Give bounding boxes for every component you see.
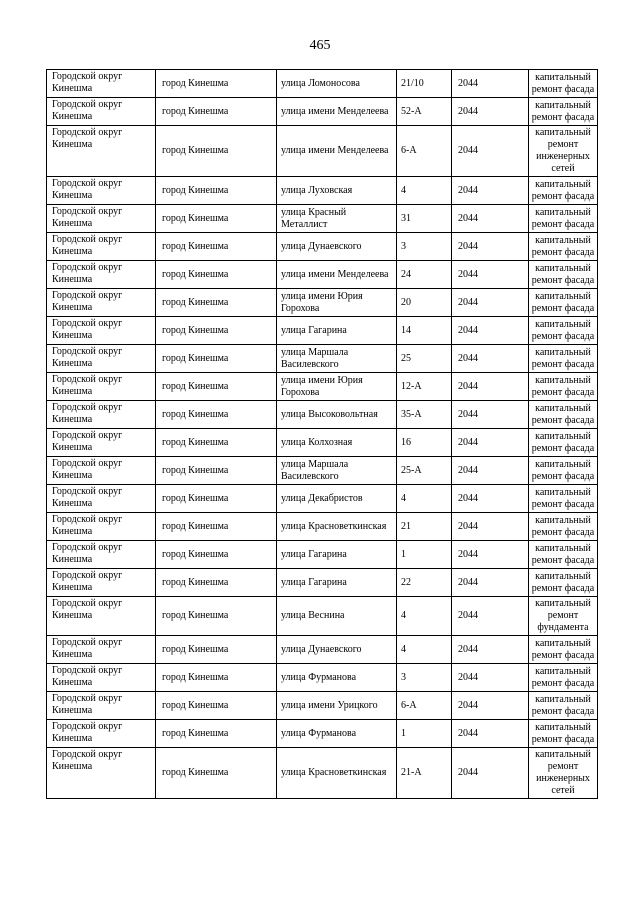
street-cell: улица Дунаевского	[277, 233, 397, 261]
year-cell: 2044	[452, 597, 529, 636]
work-type-cell: капитальный ремонт инженерных сетей	[529, 748, 598, 799]
year-cell: 2044	[452, 205, 529, 233]
street-cell: улица Луховская	[277, 177, 397, 205]
year-cell: 2044	[452, 429, 529, 457]
house-number-cell: 21/10	[397, 70, 452, 98]
house-number-cell: 1	[397, 541, 452, 569]
work-type-cell: капитальный ремонт фасада	[529, 317, 598, 345]
work-type-cell: капитальный ремонт фасада	[529, 569, 598, 597]
house-number-cell: 31	[397, 205, 452, 233]
city-cell: город Кинешма	[156, 636, 277, 664]
district-cell: Городской округ Кинешма	[47, 177, 156, 205]
district-cell: Городской округ Кинешма	[47, 597, 156, 636]
table-row	[47, 457, 598, 485]
city-cell: город Кинешма	[156, 541, 277, 569]
house-number-cell: 3	[397, 664, 452, 692]
year-cell: 2044	[452, 636, 529, 664]
city-cell: город Кинешма	[156, 345, 277, 373]
table-row	[47, 233, 598, 261]
table-row	[47, 692, 598, 720]
table-row	[47, 70, 598, 98]
table-row	[47, 373, 598, 401]
street-cell: улица Красный Металлист	[277, 205, 397, 233]
year-cell: 2044	[452, 720, 529, 748]
district-cell: Городской округ Кинешма	[47, 126, 156, 177]
work-type-cell: капитальный ремонт фасада	[529, 636, 598, 664]
district-cell: Городской округ Кинешма	[47, 636, 156, 664]
table-row	[47, 485, 598, 513]
house-number-cell: 52-А	[397, 98, 452, 126]
house-number-cell: 4	[397, 597, 452, 636]
table-row	[47, 569, 598, 597]
table-row	[47, 636, 598, 664]
district-cell: Городской округ Кинешма	[47, 720, 156, 748]
house-number-cell: 4	[397, 177, 452, 205]
year-cell: 2044	[452, 401, 529, 429]
city-cell: город Кинешма	[156, 289, 277, 317]
page-number: 465	[309, 38, 331, 53]
district-cell: Городской округ Кинешма	[47, 541, 156, 569]
street-cell: улица Гагарина	[277, 569, 397, 597]
city-cell: город Кинешма	[156, 373, 277, 401]
city-cell: город Кинешма	[156, 429, 277, 457]
city-cell: город Кинешма	[156, 664, 277, 692]
district-cell: Городской округ Кинешма	[47, 457, 156, 485]
city-cell: город Кинешма	[156, 177, 277, 205]
year-cell: 2044	[452, 317, 529, 345]
work-type-cell: капитальный ремонт фасада	[529, 345, 598, 373]
district-cell: Городской округ Кинешма	[47, 317, 156, 345]
district-cell: Городской округ Кинешма	[47, 289, 156, 317]
house-number-cell: 6-А	[397, 692, 452, 720]
street-cell: улица Дунаевского	[277, 636, 397, 664]
district-cell: Городской округ Кинешма	[47, 205, 156, 233]
city-cell: город Кинешма	[156, 485, 277, 513]
street-cell: улица имени Юрия Горохова	[277, 289, 397, 317]
year-cell: 2044	[452, 345, 529, 373]
work-type-cell: капитальный ремонт фасада	[529, 513, 598, 541]
district-cell: Городской округ Кинешма	[47, 692, 156, 720]
district-cell: Городской округ Кинешма	[47, 485, 156, 513]
house-number-cell: 3	[397, 233, 452, 261]
year-cell: 2044	[452, 748, 529, 799]
district-cell: Городской округ Кинешма	[47, 401, 156, 429]
house-number-cell: 24	[397, 261, 452, 289]
year-cell: 2044	[452, 692, 529, 720]
street-cell: улица Фурманова	[277, 720, 397, 748]
district-cell: Городской округ Кинешма	[47, 569, 156, 597]
house-number-cell: 22	[397, 569, 452, 597]
year-cell: 2044	[452, 70, 529, 98]
street-cell: улица Декабристов	[277, 485, 397, 513]
work-type-cell: капитальный ремонт фасада	[529, 485, 598, 513]
street-cell: улица имени Менделеева	[277, 261, 397, 289]
table-row	[47, 177, 598, 205]
street-cell: улица Красноветкинская	[277, 748, 397, 799]
city-cell: город Кинешма	[156, 597, 277, 636]
work-type-cell: капитальный ремонт фасада	[529, 429, 598, 457]
year-cell: 2044	[452, 569, 529, 597]
street-cell: улица Ломоносова	[277, 70, 397, 98]
house-number-cell: 16	[397, 429, 452, 457]
year-cell: 2044	[452, 513, 529, 541]
year-cell: 2044	[452, 373, 529, 401]
street-cell: улица Высоковольтная	[277, 401, 397, 429]
street-cell: улица Красноветкинская	[277, 513, 397, 541]
street-cell: улица Веснина	[277, 597, 397, 636]
table-row	[47, 513, 598, 541]
district-cell: Городской округ Кинешма	[47, 373, 156, 401]
work-type-cell: капитальный ремонт фасада	[529, 70, 598, 98]
table-row	[47, 401, 598, 429]
house-number-cell: 4	[397, 485, 452, 513]
work-type-cell: капитальный ремонт фасада	[529, 289, 598, 317]
year-cell: 2044	[452, 289, 529, 317]
work-type-cell: капитальный ремонт фасада	[529, 401, 598, 429]
table-row	[47, 317, 598, 345]
year-cell: 2044	[452, 664, 529, 692]
table-row	[47, 748, 598, 799]
city-cell: город Кинешма	[156, 126, 277, 177]
street-cell: улица Гагарина	[277, 317, 397, 345]
city-cell: город Кинешма	[156, 401, 277, 429]
city-cell: город Кинешма	[156, 748, 277, 799]
table-row	[47, 429, 598, 457]
house-number-cell: 4	[397, 636, 452, 664]
year-cell: 2044	[452, 98, 529, 126]
work-type-cell: капитальный ремонт фасада	[529, 205, 598, 233]
work-type-cell: капитальный ремонт фасада	[529, 541, 598, 569]
district-cell: Городской округ Кинешма	[47, 261, 156, 289]
work-type-cell: капитальный ремонт фасада	[529, 720, 598, 748]
city-cell: город Кинешма	[156, 98, 277, 126]
district-cell: Городской округ Кинешма	[47, 98, 156, 126]
city-cell: город Кинешма	[156, 513, 277, 541]
house-number-cell: 25	[397, 345, 452, 373]
year-cell: 2044	[452, 541, 529, 569]
district-cell: Городской округ Кинешма	[47, 664, 156, 692]
year-cell: 2044	[452, 485, 529, 513]
table-row	[47, 720, 598, 748]
work-type-cell: капитальный ремонт фасада	[529, 233, 598, 261]
city-cell: город Кинешма	[156, 457, 277, 485]
table-row	[47, 205, 598, 233]
street-cell: улица имени Менделеева	[277, 98, 397, 126]
year-cell: 2044	[452, 457, 529, 485]
work-type-cell: капитальный ремонт фасада	[529, 692, 598, 720]
city-cell: город Кинешма	[156, 569, 277, 597]
house-number-cell: 21	[397, 513, 452, 541]
district-cell: Городской округ Кинешма	[47, 429, 156, 457]
work-type-cell: капитальный ремонт фасада	[529, 664, 598, 692]
street-cell: улица Колхозная	[277, 429, 397, 457]
work-type-cell: капитальный ремонт фасада	[529, 177, 598, 205]
year-cell: 2044	[452, 126, 529, 177]
house-number-cell: 20	[397, 289, 452, 317]
work-type-cell: капитальный ремонт фасада	[529, 261, 598, 289]
district-cell: Городской округ Кинешма	[47, 70, 156, 98]
district-cell: Городской округ Кинешма	[47, 233, 156, 261]
table-row	[47, 289, 598, 317]
table-row	[47, 597, 598, 636]
work-type-cell: капитальный ремонт фасада	[529, 98, 598, 126]
city-cell: город Кинешма	[156, 720, 277, 748]
district-cell: Городской округ Кинешма	[47, 513, 156, 541]
table-row	[47, 664, 598, 692]
house-number-cell: 21-А	[397, 748, 452, 799]
city-cell: город Кинешма	[156, 233, 277, 261]
table-row	[47, 126, 598, 177]
house-number-cell: 1	[397, 720, 452, 748]
table-row	[47, 261, 598, 289]
year-cell: 2044	[452, 177, 529, 205]
house-number-cell: 12-А	[397, 373, 452, 401]
street-cell: улица имени Урицкого	[277, 692, 397, 720]
city-cell: город Кинешма	[156, 70, 277, 98]
street-cell: улица имени Менделеева	[277, 126, 397, 177]
street-cell: улица Гагарина	[277, 541, 397, 569]
table-row	[47, 98, 598, 126]
work-type-cell: капитальный ремонт инженерных сетей	[529, 126, 598, 177]
street-cell: улица Маршала Василевского	[277, 457, 397, 485]
repair-schedule-table	[46, 69, 598, 799]
district-cell: Городской округ Кинешма	[47, 345, 156, 373]
work-type-cell: капитальный ремонт фундамента	[529, 597, 598, 636]
district-cell: Городской округ Кинешма	[47, 748, 156, 799]
city-cell: город Кинешма	[156, 317, 277, 345]
table-row	[47, 345, 598, 373]
house-number-cell: 14	[397, 317, 452, 345]
street-cell: улица имени Юрия Горохова	[277, 373, 397, 401]
house-number-cell: 35-А	[397, 401, 452, 429]
table-body	[47, 70, 598, 799]
city-cell: город Кинешма	[156, 205, 277, 233]
year-cell: 2044	[452, 233, 529, 261]
year-cell: 2044	[452, 261, 529, 289]
city-cell: город Кинешма	[156, 692, 277, 720]
house-number-cell: 6-А	[397, 126, 452, 177]
street-cell: улица Маршала Василевского	[277, 345, 397, 373]
table-row	[47, 541, 598, 569]
street-cell: улица Фурманова	[277, 664, 397, 692]
house-number-cell: 25-А	[397, 457, 452, 485]
work-type-cell: капитальный ремонт фасада	[529, 457, 598, 485]
city-cell: город Кинешма	[156, 261, 277, 289]
work-type-cell: капитальный ремонт фасада	[529, 373, 598, 401]
